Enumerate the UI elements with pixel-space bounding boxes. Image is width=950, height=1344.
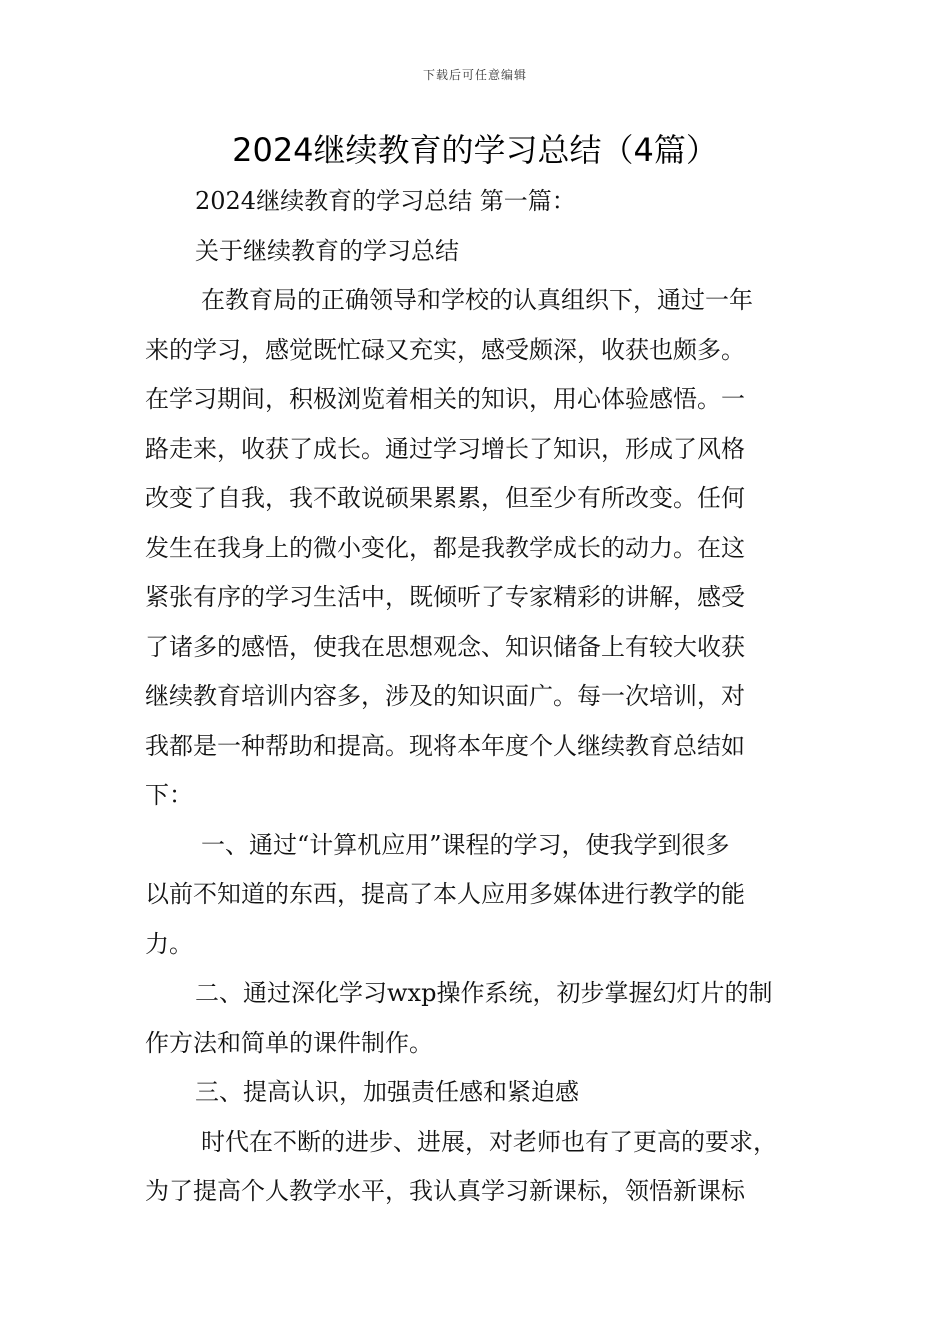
text-line: 紧张有序的学习生活中，既倾听了专家精彩的讲解，感受 bbox=[145, 583, 745, 611]
section-heading: 2024继续教育的学习总结 第一篇： bbox=[195, 187, 576, 215]
text-line: 发生在我身上的微小变化，都是我教学成长的动力。在这 bbox=[145, 533, 745, 562]
text-line: 了诸多的感悟，使我在思想观念、知识储备上有较大收获 bbox=[145, 632, 745, 661]
text-line: 来的学习，感觉既忙碌又充实，感受颇深，收获也颇多。 bbox=[145, 335, 745, 364]
text-line: 下： bbox=[145, 781, 193, 809]
text-line: 二、通过深化学习wxp操作系统，初步掌握幻灯片的制 bbox=[195, 979, 773, 1007]
text-line: 改变了自我，我不敢说硕果累累，但至少有所改变。任何 bbox=[145, 484, 745, 512]
text-line: 在教育局的正确领导和学校的认真组织下，通过一年 bbox=[201, 286, 753, 314]
text-line: 作方法和简单的课件制作。 bbox=[145, 1028, 433, 1057]
text-line: 在学习期间，积极浏览着相关的知识，用心体验感悟。一 bbox=[145, 385, 745, 413]
text-line: 继续教育培训内容多，涉及的知识面广。每一次培训，对 bbox=[145, 682, 745, 710]
document-title: 2024继续教育的学习总结（4篇） bbox=[232, 131, 718, 169]
header-note: 下载后可任意编辑 bbox=[422, 68, 527, 82]
text-line: 我都是一种帮助和提高。现将本年度个人继续教育总结如 bbox=[145, 731, 745, 760]
text-line: 为了提高个人教学水平，我认真学习新课标，领悟新课标 bbox=[145, 1177, 745, 1205]
text-line: 力。 bbox=[145, 929, 193, 958]
text-line: 时代在不断的进步、进展，对老师也有了更高的要求， bbox=[201, 1127, 777, 1156]
text-line: 三、提高认识，加强责任感和紧迫感 bbox=[195, 1078, 579, 1106]
text-line: 一、通过“计算机应用”课程的学习，使我学到很多 bbox=[201, 830, 730, 859]
subtitle: 关于继续教育的学习总结 bbox=[195, 236, 459, 265]
text-line: 以前不知道的东西，提高了本人应用多媒体进行教学的能 bbox=[145, 880, 745, 908]
document-body bbox=[145, 177, 810, 1217]
text-line: 路走来，收获了成长。通过学习增长了知识，形成了风格 bbox=[145, 434, 745, 463]
